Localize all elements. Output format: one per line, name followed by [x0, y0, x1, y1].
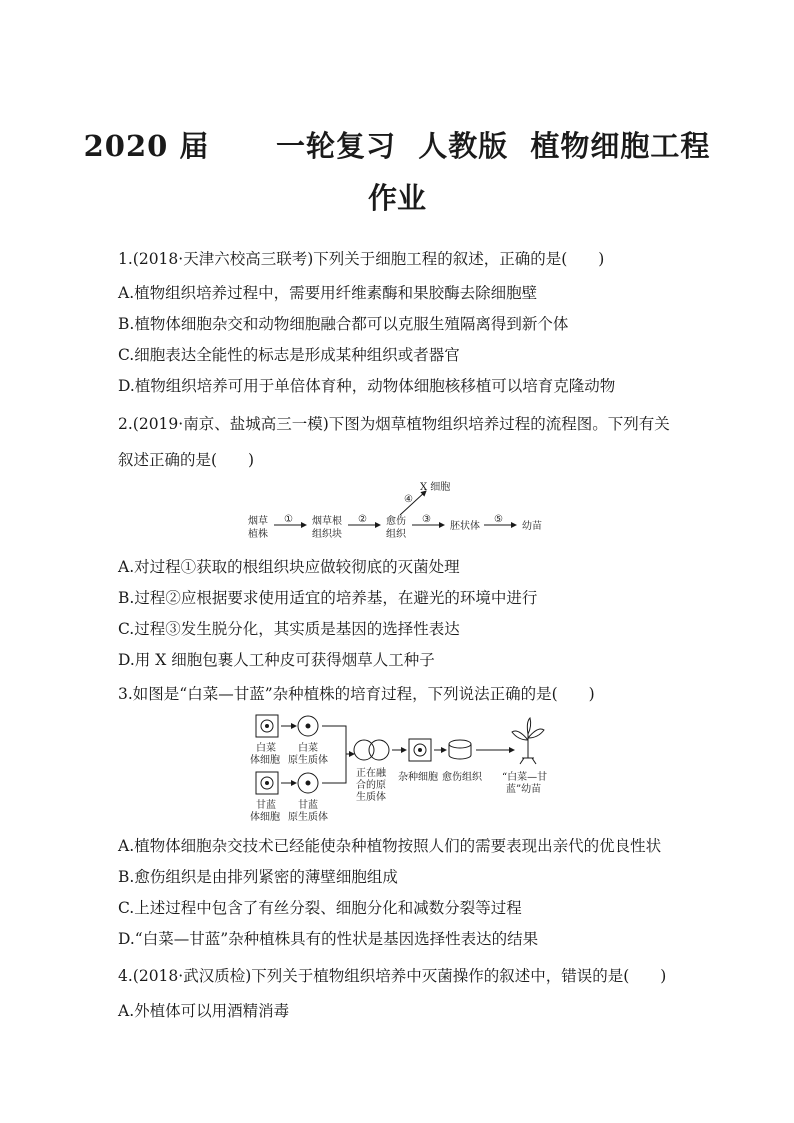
label-kale-protoplast: 甘蓝 — [298, 800, 318, 811]
page-title-continued: 作业 — [367, 181, 426, 215]
question-2-option-a: A.对过程①获取的根组织块应做较彻底的灭菌处理 — [118, 558, 460, 576]
flow-node-tobacco-plant: 烟草 — [248, 516, 268, 527]
page-title: 2020 届 一轮复习 人教版 植物细胞工程 — [83, 129, 711, 163]
flow-node-x-cell: X 细胞 — [420, 482, 451, 493]
flow-step-2: ② — [358, 514, 367, 525]
question-4-option-a: A.外植体可以用酒精消毒 — [118, 1002, 290, 1020]
question-1-option-a: A.植物组织培养过程中，需要用纤维素酶和果胶酶去除细胞壁 — [118, 284, 538, 302]
flow-node-root-tissue: 烟草根 — [312, 516, 342, 527]
label-fusing: 正在融 — [356, 768, 386, 779]
question-1-option-d: D.植物组织培养可用于单倍体育种，动物体细胞核移植可以培育克隆动物 — [118, 377, 616, 395]
label-cabbage-protoplast-b: 原生质体 — [288, 755, 328, 766]
flow-node-callus-b: 组织 — [386, 529, 406, 540]
question-3-option-c: C.上述过程中包含了有丝分裂、细胞分化和减数分裂等过程 — [118, 899, 522, 917]
tobacco-culture-flowchart — [240, 478, 560, 548]
question-1-option-c: C.细胞表达全能性的标志是形成某种组织或者器官 — [118, 346, 460, 364]
flow-step-1: ① — [284, 514, 293, 525]
question-1-option-b: B.植物体细胞杂交和动物细胞融合都可以克服生殖隔离得到新个体 — [118, 315, 569, 333]
cabbage-hybrid-diagram — [246, 710, 566, 828]
question-2-option-d: D.用 X 细胞包裹人工种皮可获得烟草人工种子 — [118, 651, 435, 669]
question-1-stem: 1.(2018·天津六校高三联考)下列关于细胞工程的叙述，正确的是( ) — [118, 250, 605, 268]
flow-node-tobacco-plant-b: 植株 — [248, 529, 268, 540]
label-hybrid-plant-b: 蓝”幼苗 — [506, 784, 542, 795]
flow-step-5: ⑤ — [494, 514, 503, 525]
label-fusing-b: 合的原 — [356, 780, 386, 791]
label-kale-protoplast-b: 原生质体 — [288, 812, 328, 823]
question-3-option-a: A.植物体细胞杂交技术已经能使杂种植物按照人们的需要表现出亲代的优良性状 — [118, 837, 662, 855]
question-3-option-d: D.“白菜—甘蓝”杂种植株具有的性状是基因选择性表达的结果 — [118, 930, 539, 948]
label-cabbage-protoplast: 白菜 — [298, 743, 318, 754]
callus-dish-icon — [449, 740, 471, 748]
question-4-stem: 4.(2018·武汉质检)下列关于植物组织培养中灭菌操作的叙述中，错误的是( ) — [118, 967, 667, 985]
label-hybrid-cell: 杂种细胞 — [398, 772, 438, 783]
flow-step-4: ④ — [404, 494, 413, 505]
flow-node-root-tissue-b: 组织块 — [312, 529, 342, 540]
question-2-stem-continued: 叙述正确的是( ) — [118, 451, 255, 469]
label-cabbage-cell: 白菜 — [256, 743, 276, 754]
flow-node-seedling: 幼苗 — [522, 521, 542, 532]
label-cabbage-cell-b: 体细胞 — [250, 755, 280, 766]
fusing-protoplast-icon — [354, 740, 374, 760]
question-2-option-b: B.过程②应根据要求使用适宜的培养基，在避光的环境中进行 — [118, 589, 538, 607]
label-kale-cell-b: 体细胞 — [250, 812, 280, 823]
label-kale-cell: 甘蓝 — [256, 800, 276, 811]
flow-node-embryoid: 胚状体 — [450, 521, 480, 532]
question-3-option-b: B.愈伤组织是由排列紧密的薄壁细胞组成 — [118, 868, 398, 886]
label-hybrid-plant: “白菜—甘 — [502, 772, 548, 783]
label-callus: 愈伤组织 — [442, 772, 482, 783]
hybrid-plant-icon — [512, 718, 544, 764]
question-2-option-c: C.过程③发生脱分化，其实质是基因的选择性表达 — [118, 620, 460, 638]
question-3-stem: 3.如图是“白菜—甘蓝”杂种植株的培育过程，下列说法正确的是( ) — [118, 685, 595, 703]
flow-step-3: ③ — [422, 514, 431, 525]
flow-node-callus: 愈伤 — [386, 516, 406, 527]
label-fusing-c: 生质体 — [356, 792, 386, 803]
question-2-stem: 2.(2019·南京、盐城高三一模)下图为烟草植物组织培养过程的流程图。下列有关 — [118, 415, 670, 433]
